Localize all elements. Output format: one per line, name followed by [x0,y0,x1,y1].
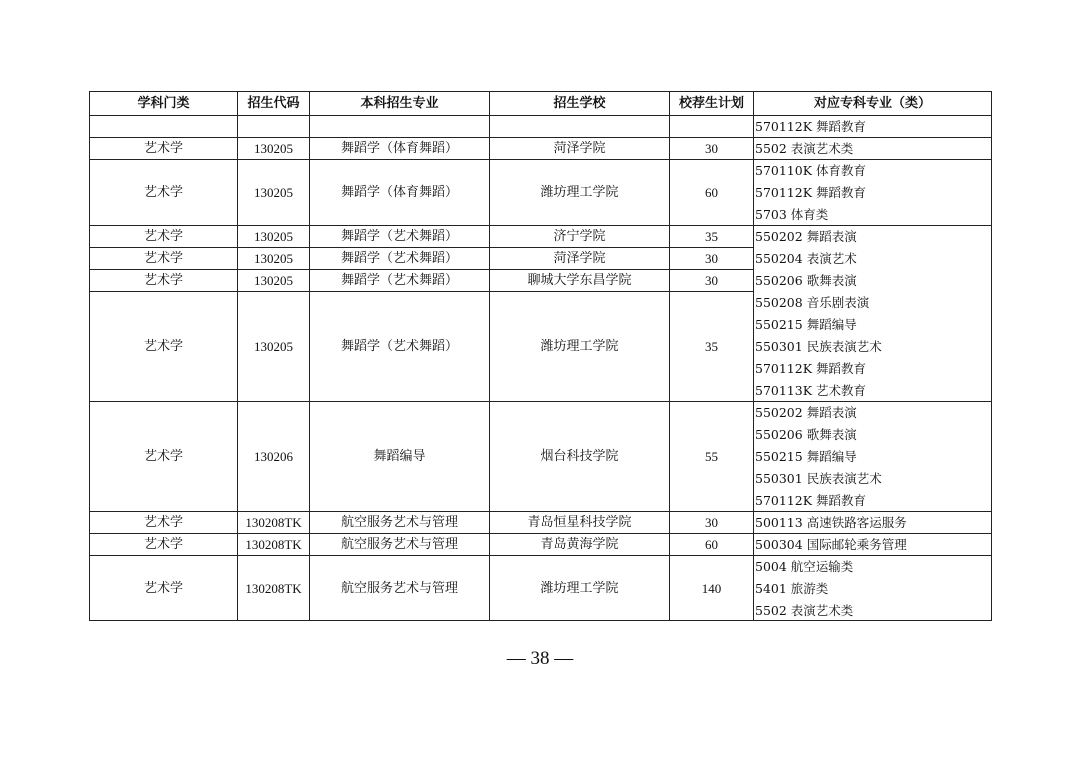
vocational-major-item: 550215 舞蹈编导 [755,317,857,332]
table-cell-category: 艺术学 [90,556,238,621]
enrollment-table [89,91,992,621]
header-major: 本科招生专业 [310,92,490,116]
table-cell-school: 潍坊理工学院 [490,556,670,621]
table-cell-plan: 35 [670,226,754,248]
table-cell-category [90,116,238,138]
table-cell-plan: 30 [670,248,754,270]
table-cell-major [310,116,490,138]
table-cell-code: 130205 [238,226,310,248]
table-cell-major: 航空服务艺术与管理 [310,512,490,534]
table-cell-major: 航空服务艺术与管理 [310,534,490,556]
table-cell-code [238,116,310,138]
table-cell-category: 艺术学 [90,270,238,292]
table-cell-category: 艺术学 [90,402,238,512]
table-cell-school: 潍坊理工学院 [490,160,670,226]
vocational-major-item: 5502 表演艺术类 [755,603,854,618]
table-cell-code: 130205 [238,248,310,270]
table-cell-school: 烟台科技学院 [490,402,670,512]
table-cell-code: 130205 [238,292,310,402]
vocational-majors-cell [754,402,992,512]
vocational-majors-cell [754,556,992,621]
table-cell-code: 130208TK [238,534,310,556]
vocational-major-item: 550206 歌舞表演 [755,273,857,288]
vocational-major-item: 550301 民族表演艺术 [755,471,882,486]
table-cell-category: 艺术学 [90,138,238,160]
table-cell-school: 聊城大学东昌学院 [490,270,670,292]
vocational-major-item: 570112K 舞蹈教育 [755,119,867,134]
vocational-majors-cell [754,160,992,226]
table-cell-school [490,116,670,138]
table-cell-school: 青岛恒星科技学院 [490,512,670,534]
vocational-major-item: 570110K 体育教育 [755,163,867,178]
table-cell-plan: 30 [670,270,754,292]
vocational-major-item: 570112K 舞蹈教育 [755,493,867,508]
table-cell-category: 艺术学 [90,292,238,402]
table-cell-plan: 60 [670,534,754,556]
table-cell-plan: 55 [670,402,754,512]
table-cell-major: 舞蹈学（体育舞蹈） [310,138,490,160]
table-cell-school: 潍坊理工学院 [490,292,670,402]
table-cell-major: 舞蹈学（艺术舞蹈） [310,270,490,292]
vocational-major-item: 500113 高速铁路客运服务 [755,515,907,530]
header-category: 学科门类 [90,92,238,116]
vocational-major-item: 5502 表演艺术类 [755,141,854,156]
vocational-major-item: 550202 舞蹈表演 [755,229,857,244]
page-number: — 38 — [506,648,574,669]
vocational-majors-cell [754,138,992,160]
vocational-major-item: 5004 航空运输类 [755,559,854,574]
vocational-major-item: 550301 民族表演艺术 [755,339,882,354]
vocational-majors-cell [754,116,992,138]
vocational-major-item: 570113K 艺术教育 [755,383,867,398]
table-cell-code: 130205 [238,270,310,292]
vocational-majors-cell [754,226,992,402]
vocational-major-item: 5703 体育类 [755,207,829,222]
table-cell-code: 130205 [238,160,310,226]
vocational-major-item: 550208 音乐剧表演 [755,295,870,310]
table-cell-plan [670,116,754,138]
table-cell-category: 艺术学 [90,248,238,270]
header-code: 招生代码 [238,92,310,116]
table-cell-major: 舞蹈学（艺术舞蹈） [310,226,490,248]
table-cell-plan: 30 [670,138,754,160]
table-cell-major: 航空服务艺术与管理 [310,556,490,621]
vocational-major-item: 5401 旅游类 [755,581,829,596]
table-cell-plan: 30 [670,512,754,534]
table-cell-category: 艺术学 [90,226,238,248]
vocational-majors-cell [754,512,992,534]
table-cell-plan: 60 [670,160,754,226]
table-cell-plan: 140 [670,556,754,621]
table-cell-code: 130205 [238,138,310,160]
table-cell-major: 舞蹈学（艺术舞蹈） [310,248,490,270]
vocational-major-item: 500304 国际邮轮乘务管理 [755,537,907,552]
vocational-major-item: 550202 舞蹈表演 [755,405,857,420]
table-cell-school: 济宁学院 [490,226,670,248]
vocational-major-item: 570112K 舞蹈教育 [755,361,867,376]
table-cell-school: 菏泽学院 [490,138,670,160]
table-cell-school: 菏泽学院 [490,248,670,270]
table-cell-category: 艺术学 [90,160,238,226]
table-cell-code: 130208TK [238,512,310,534]
table-cell-plan: 35 [670,292,754,402]
table-cell-major: 舞蹈学（艺术舞蹈） [310,292,490,402]
table-cell-code: 130208TK [238,556,310,621]
header-plan: 校荐生计划 [670,92,754,116]
table-cell-code: 130206 [238,402,310,512]
vocational-major-item: 550215 舞蹈编导 [755,449,857,464]
vocational-major-item: 550204 表演艺术 [755,251,857,266]
vocational-majors-cell [754,534,992,556]
table-cell-school: 青岛黄海学院 [490,534,670,556]
vocational-major-item: 550206 歌舞表演 [755,427,857,442]
table-cell-category: 艺术学 [90,534,238,556]
table-cell-category: 艺术学 [90,512,238,534]
table-cell-major: 舞蹈编导 [310,402,490,512]
table-cell-major: 舞蹈学（体育舞蹈） [310,160,490,226]
header-vocational-majors: 对应专科专业（类） [754,92,992,116]
vocational-major-item: 570112K 舞蹈教育 [755,185,867,200]
header-school: 招生学校 [490,92,670,116]
